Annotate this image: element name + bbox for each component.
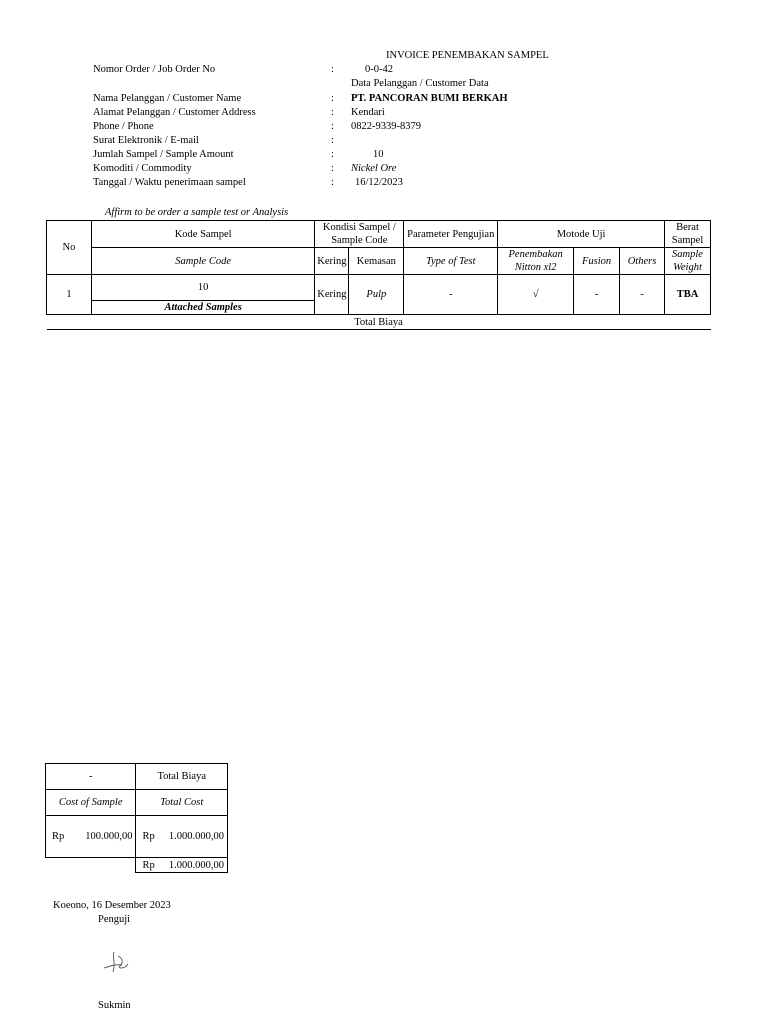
field-value-name: PT. PANCORAN BUMI BERKAH — [351, 93, 508, 104]
signature-mark — [100, 948, 132, 976]
colon: : — [331, 135, 334, 146]
header-kode: Kode Sampel — [91, 221, 314, 248]
field-value-address: Kendari — [351, 107, 385, 118]
header-berat: Berat Sampel — [665, 221, 711, 248]
colon: : — [331, 149, 334, 160]
currency-label: Rp — [142, 831, 155, 842]
signer-role: Penguji — [98, 914, 131, 925]
total-cost-label: Total Cost — [136, 790, 228, 816]
field-label-phone: Phone / Phone — [93, 121, 154, 132]
currency-label: Rp — [52, 831, 65, 842]
colon: : — [331, 93, 334, 104]
header-sample-weight: Sample Weight — [665, 248, 711, 275]
header-type-test: Type of Test — [404, 248, 498, 275]
field-value-phone: 0822-9339-8379 — [351, 121, 421, 132]
colon: : — [331, 64, 334, 75]
field-value-date: 16/12/2023 — [355, 177, 403, 188]
colon: : — [331, 107, 334, 118]
field-label-email: Surat Elektronik / E-mail — [93, 135, 199, 146]
header-fusion: Fusion — [574, 248, 620, 275]
empty-cell — [46, 858, 136, 873]
header-kondisi: Kondisi Sampel / Sample Code — [315, 221, 404, 248]
row-kode: 10 — [91, 275, 314, 301]
header-metode: Motode Uji — [498, 221, 665, 248]
field-value-amount: 10 — [373, 149, 384, 160]
field-value-commodity: Nickel Ore — [351, 163, 397, 174]
invoice-title: INVOICE PENEMBAKAN SAMPEL — [386, 50, 549, 61]
cost-of-sample-label: Cost of Sample — [46, 790, 136, 816]
cost-table — [45, 763, 228, 873]
header-penembakan: Penembakan Nitton xl2 — [498, 248, 574, 275]
place-date: Koeono, 16 Desember 2023 — [53, 900, 171, 911]
row-kemasan: Pulp — [349, 275, 404, 315]
row-penembakan: √ — [498, 275, 574, 315]
header-kering: Kering — [315, 248, 349, 275]
field-label-commodity: Komoditi / Commodity — [93, 163, 192, 174]
row-berat: TBA — [665, 275, 711, 315]
cost-dash: - — [46, 764, 136, 790]
colon: : — [331, 177, 334, 188]
row-others: - — [620, 275, 665, 315]
field-label-address: Alamat Pelanggan / Customer Address — [93, 107, 256, 118]
total-biaya-row: Total Biaya — [47, 315, 711, 330]
field-label-date: Tanggal / Waktu penerimaan sampel — [93, 177, 246, 188]
row-fusion: - — [574, 275, 620, 315]
header-others: Others — [620, 248, 665, 275]
field-label-amount: Jumlah Sampel / Sample Amount — [93, 149, 234, 160]
header-no: No — [47, 221, 92, 275]
currency-label: Rp — [142, 859, 155, 871]
row-no: 1 — [47, 275, 92, 315]
cost-total-biaya: Total Biaya — [136, 764, 228, 790]
order-value: 0-0-42 — [365, 64, 393, 75]
grand-total-value: 1.000.000,00 — [168, 859, 224, 871]
grand-total-cell — [136, 858, 228, 873]
customer-section-heading: Data Pelanggan / Customer Data — [351, 78, 489, 89]
header-kemasan: Kemasan — [349, 248, 404, 275]
affirm-text: Affirm to be order a sample test or Analysis — [105, 207, 289, 218]
cost-of-sample-value: 100.000,00 — [85, 831, 133, 842]
field-label-name: Nama Pelanggan / Customer Name — [93, 93, 242, 104]
signer-name: Sukmin — [98, 1000, 131, 1011]
row-type-test: - — [404, 275, 498, 315]
cost-of-sample-cell — [46, 816, 136, 858]
sample-table — [46, 220, 711, 330]
header-sample-code: Sample Code — [91, 248, 314, 275]
total-cost-cell — [136, 816, 228, 858]
total-cost-value: 1.000.000,00 — [168, 831, 224, 842]
row-kering: Kering — [315, 275, 349, 315]
header-parameter: Parameter Pengujian — [404, 221, 498, 248]
colon: : — [331, 163, 334, 174]
colon: : — [331, 121, 334, 132]
row-attached: Attached Samples — [91, 301, 314, 315]
order-label: Nomor Order / Job Order No — [93, 64, 216, 75]
